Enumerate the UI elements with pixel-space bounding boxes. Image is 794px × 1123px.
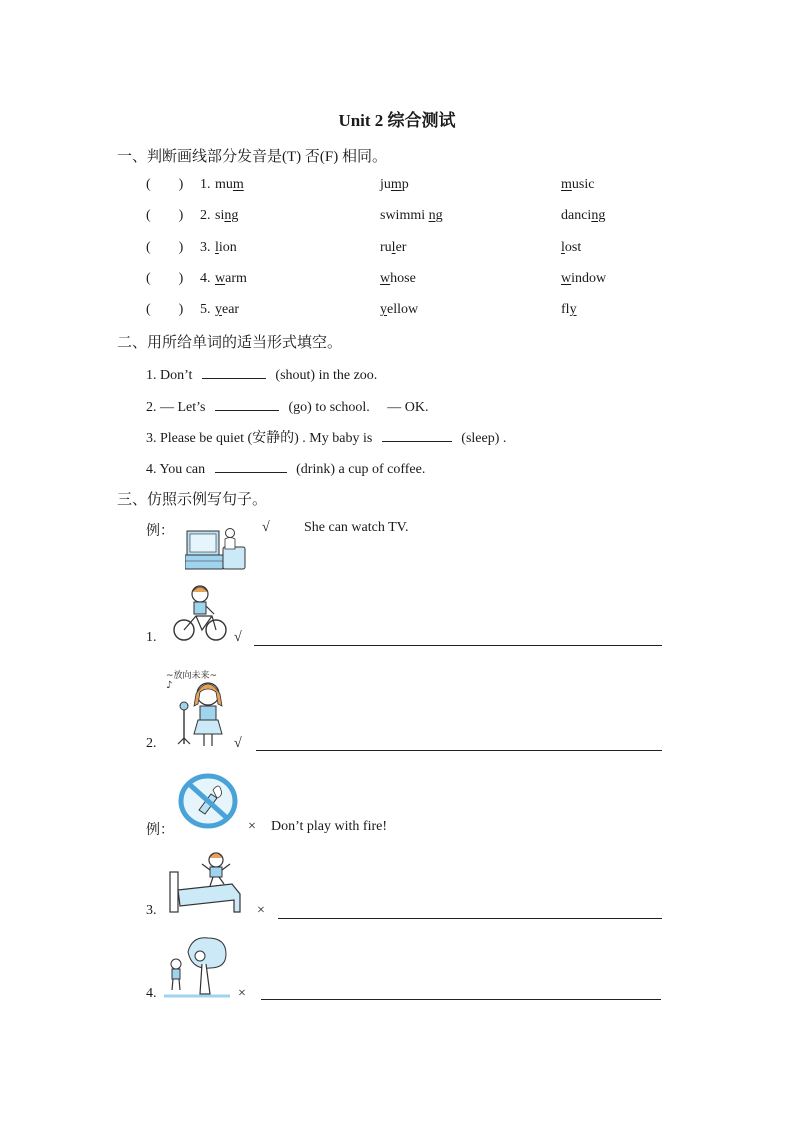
cross-mark: × xyxy=(238,986,246,1001)
fill-item-text: a cup of coffee. xyxy=(338,462,426,477)
underlined-letters: ng xyxy=(591,208,606,223)
answer-parentheses[interactable]: ( ) xyxy=(146,177,184,192)
answer-line[interactable] xyxy=(278,918,662,919)
answer-blank[interactable] xyxy=(215,458,287,473)
fill-item-text: 3. Please be quiet (安静的) . My baby is xyxy=(146,431,373,446)
underlined-letters: l xyxy=(215,240,219,255)
fill-hint: (sleep) xyxy=(461,431,500,446)
pronunciation-word: fly xyxy=(561,302,577,317)
item-number: 3. xyxy=(146,903,157,918)
ride-bike-picture xyxy=(172,582,228,644)
fill-item-text: 1. Don’t xyxy=(146,368,193,383)
question-number: 4. xyxy=(200,271,211,286)
pronunciation-word: jump xyxy=(380,177,409,192)
question-number: 1. xyxy=(200,177,211,192)
question-number: 2. xyxy=(200,208,211,223)
check-mark: √ xyxy=(262,520,270,535)
fill-item-text: to school. — OK. xyxy=(315,400,429,415)
section-1-heading: 一、判断画线部分发音是(T) 否(F) 相同。 xyxy=(117,149,387,165)
answer-parentheses[interactable]: ( ) xyxy=(146,271,184,286)
underlined-letters: y xyxy=(380,302,387,317)
answer-blank[interactable] xyxy=(215,396,279,411)
fill-item-text: . xyxy=(502,431,507,446)
example-sentence: Don’t play with fire! xyxy=(271,819,387,834)
picture-caption: ~放向未来~ xyxy=(166,671,218,681)
underlined-letters: m xyxy=(232,177,244,192)
example-sentence: She can watch TV. xyxy=(304,520,409,535)
underlined-letters: w xyxy=(215,271,226,286)
answer-parentheses[interactable]: ( ) xyxy=(146,302,184,317)
svg-text:♪: ♪ xyxy=(166,680,173,691)
section-2-heading: 二、用所给单词的适当形式填空。 xyxy=(117,335,343,351)
pronunciation-word: lion xyxy=(215,240,237,255)
fill-item-4 xyxy=(146,458,425,478)
underlined-letters: l xyxy=(561,240,565,255)
pronunciation-word: yellow xyxy=(380,302,419,317)
underlined-letters: ng xyxy=(428,208,443,223)
answer-blank[interactable] xyxy=(202,364,266,379)
answer-blank[interactable] xyxy=(382,427,452,442)
cross-mark: × xyxy=(257,903,265,918)
section-3-heading: 三、仿照示例写句子。 xyxy=(117,492,268,508)
sing-picture xyxy=(166,678,230,748)
underlined-letters: w xyxy=(561,271,572,286)
fill-hint: (shout) xyxy=(275,368,316,383)
pronunciation-word: whose xyxy=(380,271,416,286)
fill-item-3 xyxy=(146,427,506,447)
fill-hint: (drink) xyxy=(296,462,336,477)
pronunciation-word: warm xyxy=(215,271,247,286)
underlined-letters: ng xyxy=(224,208,239,223)
answer-line[interactable] xyxy=(256,750,662,751)
pronunciation-word: dancing xyxy=(561,208,606,223)
watch-tv-picture xyxy=(185,525,247,571)
pronunciation-word: lost xyxy=(561,240,582,255)
page-title: Unit 2 综合测试 xyxy=(338,111,456,130)
pronunciation-word: music xyxy=(561,177,595,192)
jump-on-bed-picture xyxy=(166,850,244,914)
pronunciation-word: sing xyxy=(215,208,239,223)
pronunciation-word: mum xyxy=(215,177,244,192)
pronunciation-word: swimmi ng xyxy=(380,208,443,223)
fill-item-text: 4. You can xyxy=(146,462,206,477)
fill-hint: (go) xyxy=(288,400,312,415)
no-fire-sign-icon xyxy=(177,772,239,830)
fill-item-2 xyxy=(146,396,429,416)
fill-item-1 xyxy=(146,364,377,384)
fill-item-text: in the zoo. xyxy=(318,368,378,383)
underlined-letters: m xyxy=(390,177,402,192)
check-mark: √ xyxy=(234,630,242,645)
climb-tree-picture xyxy=(164,934,230,1000)
underlined-letters: l xyxy=(391,240,396,255)
underlined-letters: m xyxy=(561,177,572,192)
question-number: 3. xyxy=(200,240,211,255)
underlined-letters: y xyxy=(569,302,577,317)
check-mark: √ xyxy=(234,736,242,751)
answer-line[interactable] xyxy=(261,999,661,1000)
example-label: 例： xyxy=(146,524,174,539)
cross-mark: × xyxy=(248,819,256,834)
pronunciation-word: year xyxy=(215,302,240,317)
answer-parentheses[interactable]: ( ) xyxy=(146,208,184,223)
answer-parentheses[interactable]: ( ) xyxy=(146,240,184,255)
item-number: 1. xyxy=(146,630,157,645)
answer-line[interactable] xyxy=(254,645,662,646)
pronunciation-word: ruler xyxy=(380,240,407,255)
pronunciation-word: window xyxy=(561,271,607,286)
example-label: 例： xyxy=(146,823,174,838)
item-number: 2. xyxy=(146,736,157,751)
underlined-letters: w xyxy=(380,271,391,286)
question-number: 5. xyxy=(200,302,211,317)
underlined-letters: y xyxy=(215,302,222,317)
item-number: 4. xyxy=(146,986,157,1001)
fill-item-text: 2. — Let’s xyxy=(146,400,206,415)
